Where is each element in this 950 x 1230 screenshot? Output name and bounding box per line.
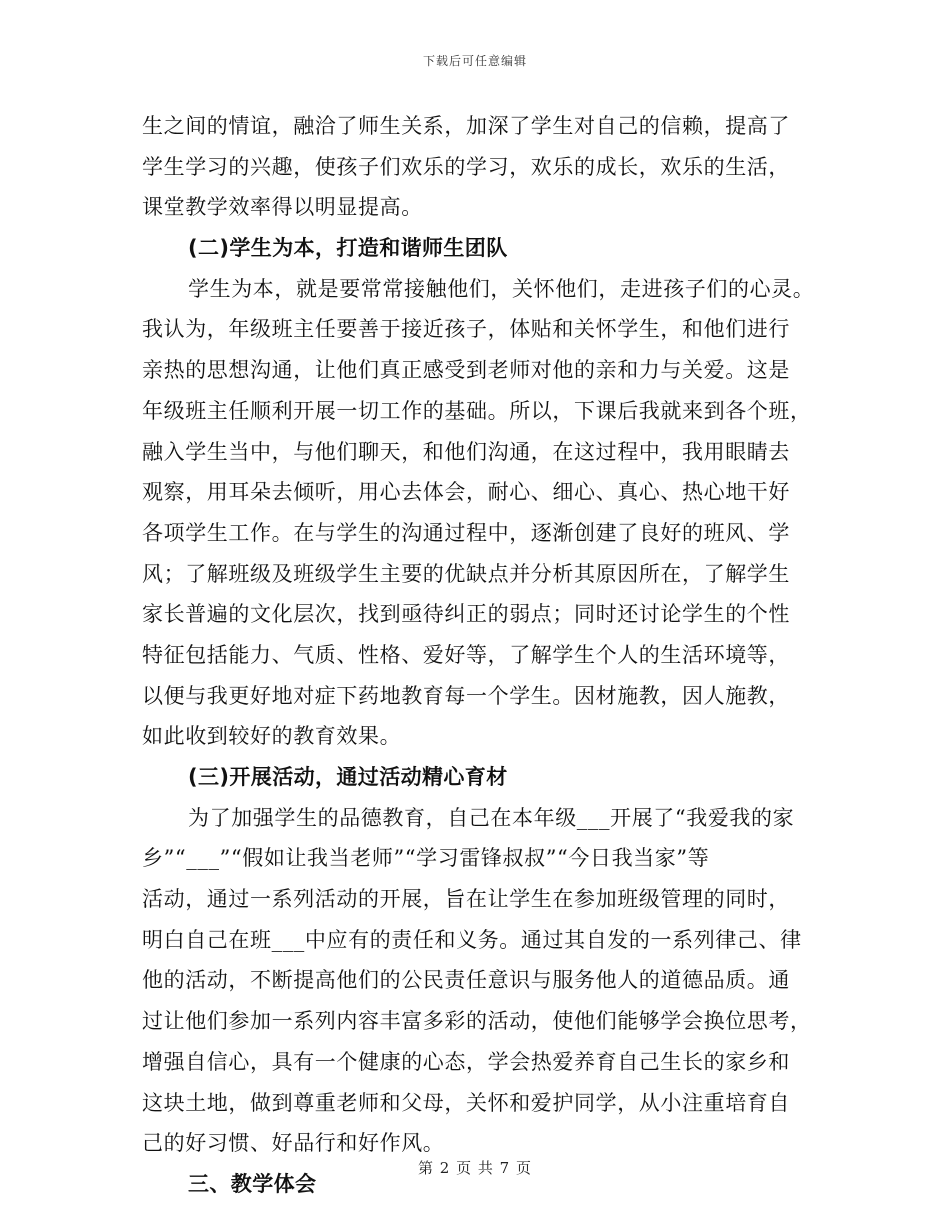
paragraph-first-line: 为了加强学生的品德教育，自己在本年级___开展了“我爱我的家 (188, 805, 795, 830)
paragraph-first-line: 学生为本，就是要常常接触他们，关怀他们，走进孩子们的心灵。 (188, 276, 815, 301)
body-text-line: 观察，用耳朵去倾听，用心去体会，耐心、细心、真心、热心地干好 (142, 480, 790, 505)
body-text-line: 特征包括能力、气质、性格、爱好等，了解学生个人的生活环境等， (142, 642, 790, 667)
body-text-line: 过让他们参加一系列内容丰富多彩的活动，使他们能够学会换位思考， (142, 1009, 812, 1034)
body-text-line: 我认为，年级班主任要善于接近孩子，体贴和关怀学生，和他们进行 (142, 317, 790, 342)
section-heading: (三)开展活动，通过活动精心育材 (188, 765, 508, 789)
body-text-line: 如此收到较好的教育效果。 (142, 724, 402, 749)
body-text-line: 他的活动，不断提高他们的公民责任意识与服务他人的道德品质。通 (142, 968, 790, 993)
body-text-line: 以便与我更好地对症下药地教育每一个学生。因材施教，因人施教， (142, 683, 790, 708)
body-text-line: 这块土地，做到尊重老师和父母，关怀和爱护同学，从小注重培育自 (142, 1090, 790, 1115)
section-heading: 三、教学体会 (188, 1171, 317, 1196)
body-text-line: 活动，通过一系列活动的开展，旨在让学生在参加班级管理的同时， (142, 887, 790, 912)
body-text-line: 家长普遍的文化层次，找到亟待纠正的弱点；同时还讨论学生的个性 (142, 602, 790, 627)
body-text-line: 风；了解班级及班级学生主要的优缺点并分析其原因所在，了解学生 (142, 561, 790, 586)
body-text-line: 增强自信心，具有一个健康的心态，学会热爱养育自己生长的家乡和 (142, 1049, 790, 1074)
body-text-line: 亲热的思想沟通，让他们真正感受到老师对他的亲和力与关爱。这是 (142, 358, 790, 383)
body-text-line: 融入学生当中，与他们聊天，和他们沟通，在这过程中，我用眼睛去 (142, 439, 790, 464)
body-text-line: 己的好习惯、好品行和好作风。 (142, 1131, 445, 1156)
body-text-line: 生之间的情谊，融洽了师生关系，加深了学生对自己的信赖，提高了 (142, 114, 790, 138)
page-footer: 第 2 页 共 7 页 (418, 1159, 532, 1177)
page-header: 下载后可任意编辑 (422, 54, 527, 68)
body-text-line: 课堂教学效率得以明显提高。 (142, 195, 423, 220)
body-text-line: 乡”“___”“假如让我当老师”“学习雷锋叔叔”“今日我当家”等 (142, 846, 710, 871)
body-text-line: 明白自己在班___中应有的责任和义务。通过其自发的一系列律己、律 (142, 927, 802, 952)
body-text-line: 各项学生工作。在与学生的沟通过程中，逐渐创建了良好的班风、学 (142, 520, 790, 545)
body-text-line: 学生学习的兴趣，使孩子们欢乐的学习，欢乐的成长，欢乐的生活， (142, 154, 790, 179)
body-text-line: 年级班主任顺利开展一切工作的基础。所以，下课后我就来到各个班， (142, 398, 812, 423)
section-heading: (二)学生为本，打造和谐师生团队 (188, 236, 508, 261)
document-body (142, 106, 814, 1205)
